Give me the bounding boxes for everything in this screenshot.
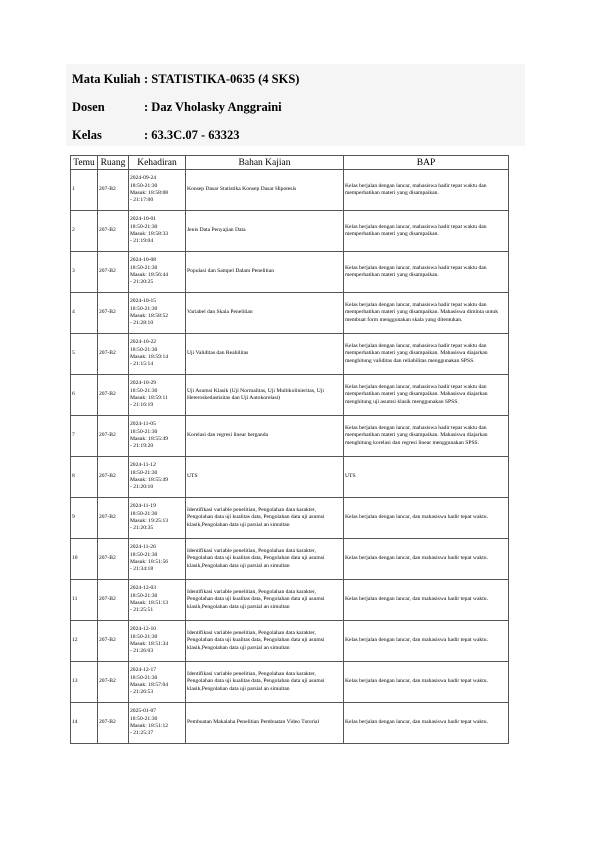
temu-cell: 8 [71, 457, 98, 498]
kehadiran-jam: 18:50-21:30 [130, 182, 158, 189]
temu-cell: 2 [71, 211, 98, 252]
col-header-bap: BAP [344, 156, 509, 170]
table-row [71, 539, 509, 580]
bahan-kajian-cell: Populasi dan Sampel Dalam Penelitian [186, 252, 344, 293]
kehadiran-masuk: Masuk: 18:55:49 [130, 436, 169, 442]
kehadiran-masuk: Masuk: 18:57:04 [130, 682, 169, 688]
kehadiran-keluar: - 21:17:00 [130, 197, 154, 204]
kehadiran-keluar: - 21:19:04 [130, 238, 154, 245]
ruang-cell: 207-B2 [98, 539, 129, 580]
kehadiran-masuk: Masuk: 18:51:12 [130, 723, 169, 729]
kehadiran-cell [129, 498, 186, 539]
ruang-cell: 207-B2 [98, 457, 129, 498]
bahan-kajian-cell: Identifikasi variable penelitian, Pengolahan data karakter, Pengolahan data uji kualitas data, Pengolahan data uji asumsi klasik,Pengolahan data uji parsial an simultan [186, 580, 344, 621]
table-row [71, 498, 509, 539]
kehadiran-jam: 18:50-21:30 [130, 674, 158, 681]
kehadiran-keluar: - 21:34:18 [130, 566, 154, 573]
ruang-cell: 207-B2 [98, 293, 129, 334]
temu-cell: 5 [71, 334, 98, 375]
table-row [71, 457, 509, 498]
kehadiran-jam: 18:50-21:30 [130, 305, 158, 312]
kehadiran-keluar: - 21:26:03 [130, 648, 154, 655]
kehadiran-cell [129, 457, 186, 498]
temu-cell: 12 [71, 621, 98, 662]
kehadiran-cell [129, 293, 186, 334]
dosen-label: Dosen [72, 100, 105, 114]
kehadiran-jam: 18:50-21:30 [130, 510, 158, 517]
bap-cell: Kelas berjalan dengan lancar, dan mahasiswa hadir tepat waktu. [344, 621, 509, 662]
kehadiran-tanggal: 2024-10-29 [130, 380, 157, 387]
kehadiran-tanggal: 2024-11-12 [130, 462, 156, 469]
kehadiran-cell [129, 662, 186, 703]
kehadiran-keluar: - 21:20:10 [130, 484, 154, 491]
table-row [71, 293, 509, 334]
kehadiran-tanggal: 2024-10-22 [130, 339, 157, 346]
col-header-bahan-kajian: Bahan Kajian [186, 156, 344, 170]
temu-cell: 9 [71, 498, 98, 539]
table-row [71, 252, 509, 293]
temu-cell: 7 [71, 416, 98, 457]
table-row [71, 703, 509, 744]
kehadiran-tanggal: 2024-12-17 [130, 667, 157, 674]
table-row [71, 662, 509, 703]
kehadiran-keluar: - 21:20:35 [130, 525, 154, 532]
kelas-value: : 63.3C.07 - 63323 [144, 128, 240, 142]
kehadiran-cell [129, 211, 186, 252]
ruang-cell: 207-B2 [98, 211, 129, 252]
bap-cell: Kelas berjalan dengan lancar, mahasiswa hadir tepat waktu dan memperhatikan materi yang disampaikan. [344, 252, 509, 293]
temu-cell: 11 [71, 580, 98, 621]
temu-cell: 10 [71, 539, 98, 580]
bap-cell: Kelas berjalan dengan lancar, dan mahasiswa hadir tepat waktu. [344, 662, 509, 703]
kehadiran-tanggal: 2024-11-19 [130, 503, 156, 510]
bahan-kajian-cell: Jenis Data Penyajian Data [186, 211, 344, 252]
bap-cell: Kelas berjalan dengan lancar, mahasiswa hadir tepat waktu dan memperhatikan materi yang disampaikan. [344, 211, 509, 252]
kehadiran-keluar: - 21:25:51 [130, 607, 154, 614]
kehadiran-jam: 18:50-21:30 [130, 551, 158, 558]
ruang-cell: 207-B2 [98, 703, 129, 744]
dosen-row [72, 100, 282, 115]
kehadiran-tanggal: 2024-12-03 [130, 585, 157, 592]
kehadiran-cell [129, 621, 186, 662]
table-row [71, 580, 509, 621]
kehadiran-keluar: - 21:15:14 [130, 361, 154, 368]
bahan-kajian-cell: Identifikasi variable penelitian, Pengolahan data karakter, Pengolahan data uji kualitas data, Pengolahan data uji asumsi klasik,Pengolahan data uji parsial an simultan [186, 621, 344, 662]
bahan-kajian-cell: Identifikasi variable penelitian, Pengolahan data karakter, Pengolahan data uji kualitas data, Pengolahan data uji asumsi klasik,Pengolahan data uji parsial an simultan [186, 498, 344, 539]
bahan-kajian-cell: Uji Asumsi Klasik (Uji Normalitas, Uji Multikolinieritas, Uji Heteroskedastisitas dan Uji Autokorelasi) [186, 375, 344, 416]
ruang-cell: 207-B2 [98, 621, 129, 662]
bap-cell: Kelas berjalan dengan lancar, dan mahasiswa hadir tepat waktu. [344, 703, 509, 744]
kehadiran-cell [129, 375, 186, 416]
mata-kuliah-value: : STATISTIKA-0635 (4 SKS) [144, 72, 300, 86]
kehadiran-cell [129, 416, 186, 457]
bahan-kajian-cell: Uji Validitas dan Reabilitas [186, 334, 344, 375]
bap-cell: Kelas berjalan dengan lancar, mahasiswa hadir tepat waktu dan memperhatikan materi yang disampaikan. Mahasiswa diajarkan menghitung uji asumsi klasik menggunakan SPSS. [344, 375, 509, 416]
mata-kuliah-row [72, 72, 299, 87]
course-info-panel [66, 64, 525, 146]
bap-cell: Kelas berjalan dengan lancar, mahasiswa hadir tepat waktu dan memperhatikan materi yang disampaikan. Mahasiswa diminta untuk membuat form menggunakan skala yang ditentukan. [344, 293, 509, 334]
table-row [71, 334, 509, 375]
kehadiran-masuk: Masuk: 19:25:13 [130, 518, 169, 524]
temu-cell: 6 [71, 375, 98, 416]
kehadiran-masuk: Masuk: 18:55:49 [130, 477, 169, 483]
kehadiran-tanggal: 2024-10-01 [130, 216, 157, 223]
kehadiran-keluar: - 21:16:19 [130, 402, 154, 409]
kehadiran-tanggal: 2025-01-07 [130, 708, 157, 715]
kehadiran-keluar: - 21:26:53 [130, 689, 154, 696]
kehadiran-masuk: Masuk: 18:51:34 [130, 641, 169, 647]
attendance-table [70, 155, 509, 744]
bahan-kajian-cell: UTS [186, 457, 344, 498]
temu-cell: 14 [71, 703, 98, 744]
bahan-kajian-cell: Identifikasi variable penelitian, Pengolahan data karakter, Pengolahan data uji kualitas data, Pengolahan data uji asumsi klasik,Pengolahan data uji parsial an simultan [186, 662, 344, 703]
kehadiran-jam: 18:50-21:30 [130, 346, 158, 353]
kehadiran-masuk: Masuk: 18:59:14 [130, 354, 169, 360]
bap-cell: Kelas berjalan dengan lancar, dan mahasiswa hadir tepat waktu. [344, 539, 509, 580]
kehadiran-tanggal: 2024-11-05 [130, 421, 156, 428]
col-header-kehadiran: Kehadiran [129, 156, 186, 170]
bap-cell: Kelas berjalan dengan lancar, dan mahasiswa hadir tepat waktu. [344, 498, 509, 539]
bahan-kajian-cell: Konsep Dasar Statistika Konsep Dasar Hipotesis [186, 170, 344, 211]
kelas-row [72, 128, 239, 143]
ruang-cell: 207-B2 [98, 170, 129, 211]
ruang-cell: 207-B2 [98, 662, 129, 703]
bap-cell: UTS [344, 457, 509, 498]
table-row [71, 170, 509, 211]
bap-cell: Kelas berjalan dengan lancar, mahasiswa hadir tepat waktu dan memperhatikan materi yang disampaikan. Mahasiswa diajarkan menghitung korelasi dan regresi linear menggunakan SPSS. [344, 416, 509, 457]
bahan-kajian-cell: Pembuatan Makalaha Penelitian Pembuatan Video Tutorial [186, 703, 344, 744]
ruang-cell: 207-B2 [98, 252, 129, 293]
bahan-kajian-cell: Korelasi dan regresi linear berganda [186, 416, 344, 457]
ruang-cell: 207-B2 [98, 416, 129, 457]
kehadiran-jam: 18:50-21:30 [130, 592, 158, 599]
kehadiran-jam: 18:50-21:30 [130, 264, 158, 271]
kehadiran-tanggal: 2024-11-26 [130, 544, 156, 551]
ruang-cell: 207-B2 [98, 498, 129, 539]
kehadiran-cell [129, 252, 186, 293]
temu-cell: 13 [71, 662, 98, 703]
kehadiran-cell [129, 334, 186, 375]
temu-cell: 1 [71, 170, 98, 211]
kehadiran-cell [129, 539, 186, 580]
kehadiran-jam: 18:50-21:30 [130, 633, 158, 640]
mata-kuliah-label: Mata Kuliah [72, 72, 141, 86]
kehadiran-cell [129, 170, 186, 211]
kehadiran-masuk: Masuk: 18:58:52 [130, 313, 169, 319]
kehadiran-jam: 18:50-21:30 [130, 715, 158, 722]
bap-cell: Kelas berjalan dengan lancar, dan mahasiswa hadir tepat waktu. [344, 580, 509, 621]
table-row [71, 416, 509, 457]
col-header-ruang: Ruang [98, 156, 129, 170]
temu-cell: 3 [71, 252, 98, 293]
table-row [71, 621, 509, 662]
kehadiran-masuk: Masuk: 18:58:33 [130, 231, 169, 237]
kehadiran-keluar: - 21:20:25 [130, 279, 154, 286]
kehadiran-masuk: Masuk: 18:58:08 [130, 190, 169, 196]
kelas-label: Kelas [72, 128, 102, 142]
kehadiran-keluar: - 21:25:37 [130, 730, 154, 737]
kehadiran-tanggal: 2024-09-24 [130, 175, 157, 182]
kehadiran-jam: 18:50-21:30 [130, 428, 158, 435]
ruang-cell: 207-B2 [98, 334, 129, 375]
dosen-value: : Daz Vholasky Anggraini [144, 100, 282, 114]
kehadiran-keluar: - 21:28:10 [130, 320, 154, 327]
kehadiran-keluar: - 21:19:20 [130, 443, 154, 450]
kehadiran-tanggal: 2024-10-15 [130, 298, 157, 305]
bap-cell: Kelas berjalan dengan lancar, mahasiswa hadir tepat waktu dan memperhatikan materi yang disampaikan. Mahasiswa diajarkan menghitung validitas dan reliabilitas menggunakan SPSS. [344, 334, 509, 375]
bahan-kajian-cell: Variabel dan Skala Penelitian [186, 293, 344, 334]
table-row [71, 375, 509, 416]
kehadiran-jam: 18:50-21:30 [130, 469, 158, 476]
table-body [71, 170, 509, 744]
kehadiran-masuk: Masuk: 18:59:11 [130, 395, 168, 401]
kehadiran-masuk: Masuk: 18:56:44 [130, 272, 169, 278]
kehadiran-jam: 18:50-21:30 [130, 223, 158, 230]
kehadiran-masuk: Masuk: 18:51:13 [130, 600, 169, 606]
table-row [71, 211, 509, 252]
bahan-kajian-cell: Identifikasi variable penelitian, Pengolahan data karakter, Pengolahan data uji kualitas data, Pengolahan data uji asumsi klasik,Pengolahan data uji parsial an simultan [186, 539, 344, 580]
table-header-row [71, 156, 509, 170]
ruang-cell: 207-B2 [98, 375, 129, 416]
kehadiran-tanggal: 2024-10-08 [130, 257, 157, 264]
kehadiran-cell [129, 703, 186, 744]
col-header-temu: Temu [71, 156, 98, 170]
ruang-cell: 207-B2 [98, 580, 129, 621]
kehadiran-cell [129, 580, 186, 621]
kehadiran-masuk: Masuk: 18:51:56 [130, 559, 169, 565]
kehadiran-tanggal: 2024-12-10 [130, 626, 157, 633]
kehadiran-jam: 18:50-21:30 [130, 387, 158, 394]
bap-cell: Kelas berjalan dengan lancar, mahasiswa hadir tepat waktu dan memperhatikan materi yang disampaikan. [344, 170, 509, 211]
temu-cell: 4 [71, 293, 98, 334]
